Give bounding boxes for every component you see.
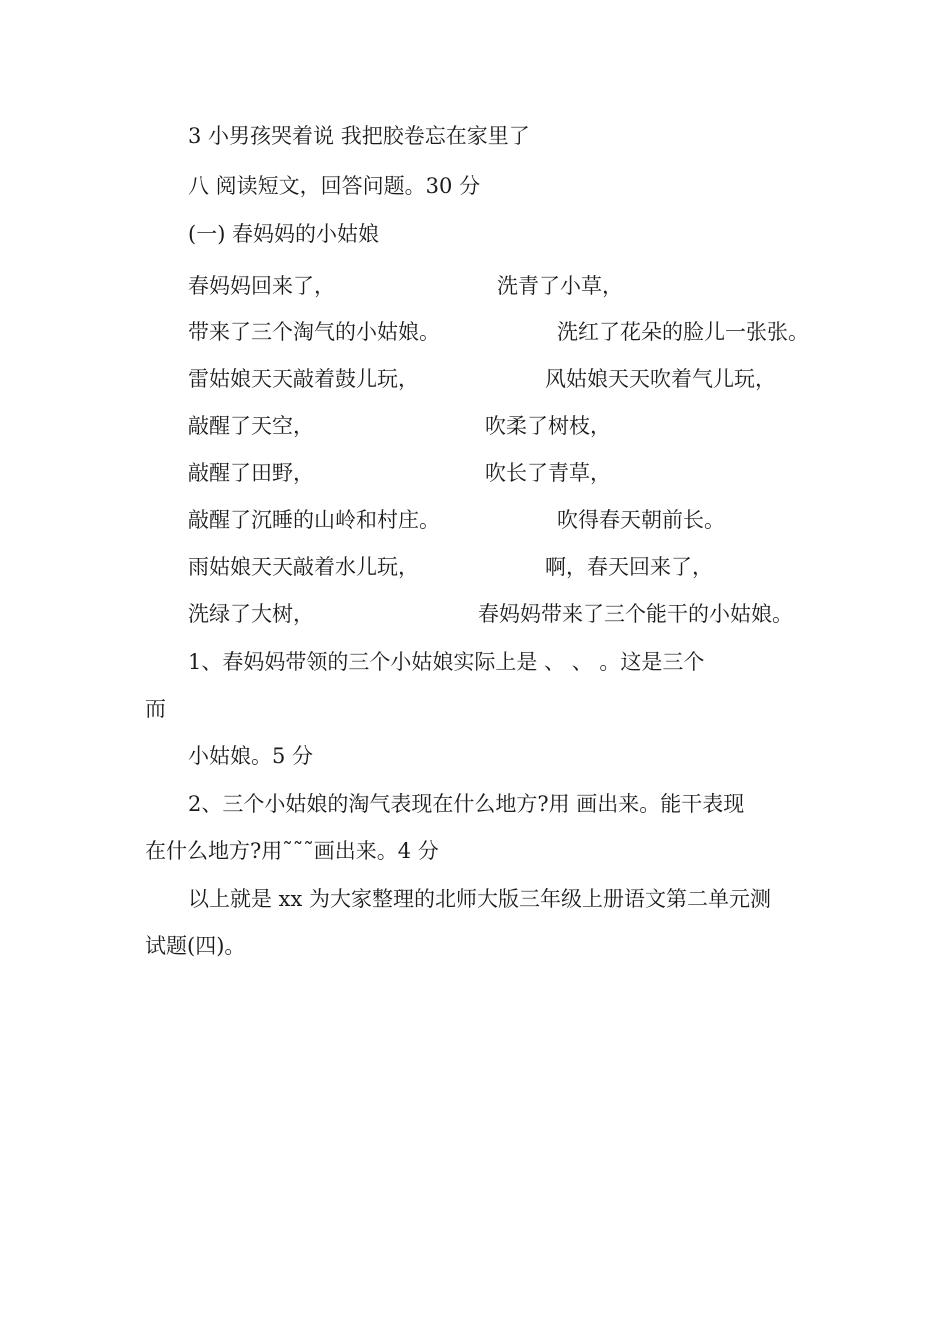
- passage-title: (一) 春妈妈的小姑娘: [188, 222, 380, 246]
- question-item-3: 3 小男孩哭着说 我把胶卷忘在家里了: [188, 124, 530, 148]
- poem-line: 洗红了花朵的脸儿一张张。: [557, 320, 809, 344]
- poem-line: 雷姑娘天天敲着鼓儿玩，: [188, 367, 419, 391]
- poem-line: 敲醒了天空，: [188, 414, 314, 438]
- closing-line-2: 试题(四)。: [145, 934, 246, 958]
- question-2-line-1: 2、三个小姑娘的淘气表现在什么地方?用 画出来。能干表现: [188, 792, 745, 816]
- poem-line: 风姑娘天天吹着气儿玩，: [545, 367, 776, 391]
- question-1-line-3: 小姑娘。5 分: [188, 744, 314, 768]
- poem-line: 啊，春天回来了，: [545, 555, 713, 579]
- poem-line: 雨姑娘天天敲着水儿玩，: [188, 555, 419, 579]
- poem-line: 吹长了青草，: [485, 461, 611, 485]
- poem-line: 吹柔了树枝，: [485, 414, 611, 438]
- poem-line: 春妈妈回来了，: [188, 274, 335, 298]
- closing-line-1: 以上就是 xx 为大家整理的北师大版三年级上册语文第二单元测: [188, 887, 772, 911]
- question-2-line-2: 在什么地方?用˜˜˜画出来。4 分: [145, 839, 439, 863]
- poem-line: 吹得春天朝前长。: [557, 508, 725, 532]
- poem-line: 洗绿了大树，: [188, 602, 314, 626]
- poem-line: 春妈妈带来了三个能干的小姑娘。: [478, 602, 793, 626]
- question-1-line-2: 而: [145, 697, 166, 721]
- question-1-line-1: 1、春妈妈带领的三个小姑娘实际上是 、 、 。这是三个: [188, 650, 705, 674]
- poem-line: 带来了三个淘气的小姑娘。: [188, 320, 440, 344]
- poem-line: 敲醒了田野，: [188, 461, 314, 485]
- poem-line: 洗青了小草，: [497, 274, 623, 298]
- section-heading: 八 阅读短文，回答问题。30 分: [188, 174, 481, 198]
- poem-line: 敲醒了沉睡的山岭和村庄。: [188, 508, 440, 532]
